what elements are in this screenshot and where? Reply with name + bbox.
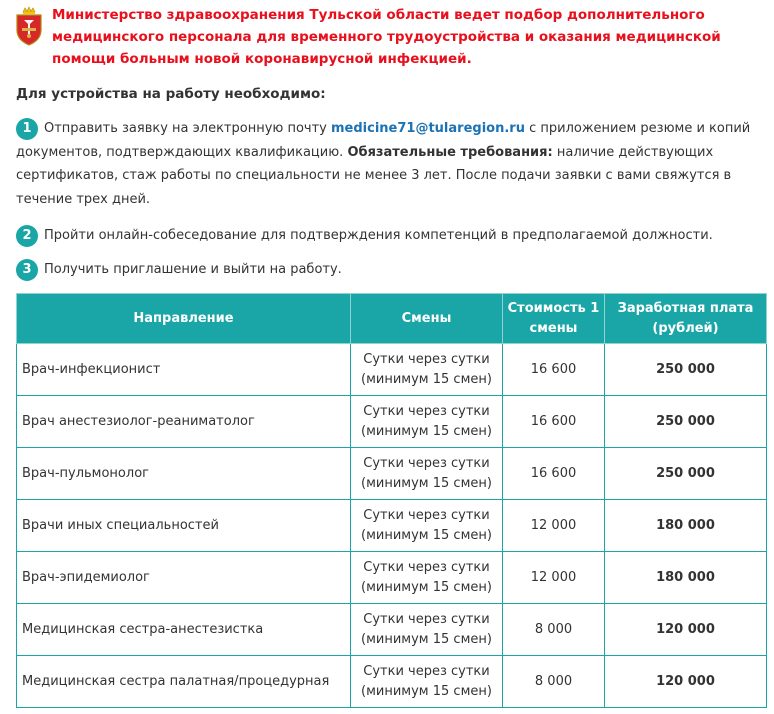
cell-shifts: Сутки через сутки (минимум 15 смен) <box>351 552 503 604</box>
cell-direction: Врачи иных специальностей <box>17 500 351 552</box>
step-number-badge: 3 <box>16 259 38 281</box>
tula-coat-of-arms-icon <box>14 6 44 46</box>
step-3-text: Получить приглашение и выйти на работу. <box>44 262 342 277</box>
cell-salary: 120 000 <box>605 656 767 708</box>
table-row <box>17 448 767 500</box>
cell-direction: Врач-пульмонолог <box>17 448 351 500</box>
step-3 <box>16 258 342 282</box>
cell-shifts: Сутки через сутки (минимум 15 смен) <box>351 656 503 708</box>
cell-shift-cost: 8 000 <box>503 656 605 708</box>
table-row <box>17 552 767 604</box>
cell-shift-cost: 16 600 <box>503 448 605 500</box>
step-number-badge: 1 <box>16 118 38 140</box>
requirements-text: наличие действующих сертификатов, стаж работы по специальности не менее 3 лет. После подачи заявки с вами свяжутся в течение трех дней. <box>16 144 732 207</box>
step-1-text-post: с приложением резюме и копий документов, подтверждающих квалификацию. <box>16 121 751 160</box>
requirements-heading: Для устройства на работу необходимо: <box>16 86 326 102</box>
column-header-direction: Направление <box>17 294 351 344</box>
email-link[interactable]: medicine71@tularegion.ru <box>331 121 525 136</box>
cell-salary: 250 000 <box>605 344 767 396</box>
cell-shift-cost: 12 000 <box>503 552 605 604</box>
step-1 <box>16 117 756 211</box>
cell-shift-cost: 8 000 <box>503 604 605 656</box>
cell-shift-cost: 12 000 <box>503 500 605 552</box>
cell-shifts: Сутки через сутки (минимум 15 смен) <box>351 604 503 656</box>
cell-shift-cost: 16 600 <box>503 396 605 448</box>
step-1-text-pre: Отправить заявку на электронную почту <box>44 121 332 136</box>
table-row <box>17 396 767 448</box>
cell-direction: Врач анестезиолог-реаниматолог <box>17 396 351 448</box>
announcement-header <box>12 4 772 68</box>
cell-shifts: Сутки через сутки (минимум 15 смен) <box>351 396 503 448</box>
step-number-badge: 2 <box>16 225 38 247</box>
column-header-shift-cost: Стоимость 1 смены <box>503 294 605 344</box>
cell-salary: 250 000 <box>605 396 767 448</box>
cell-shift-cost: 16 600 <box>503 344 605 396</box>
cell-salary: 180 000 <box>605 552 767 604</box>
cell-shifts: Сутки через сутки (минимум 15 смен) <box>351 344 503 396</box>
table-row <box>17 656 767 708</box>
column-header-shifts: Смены <box>351 294 503 344</box>
vacancies-table <box>16 293 767 708</box>
column-header-salary: Заработная плата (рублей) <box>605 294 767 344</box>
table-header-row <box>17 294 767 344</box>
table-row <box>17 604 767 656</box>
requirements-label: Обязательные требования: <box>347 144 553 160</box>
cell-shifts: Сутки через сутки (минимум 15 смен) <box>351 500 503 552</box>
cell-direction: Врач-эпидемиолог <box>17 552 351 604</box>
cell-shifts: Сутки через сутки (минимум 15 смен) <box>351 448 503 500</box>
announcement-text: Министерство здравоохранения Тульской области ведет подбор дополнительного медицинского персонала для временного трудоустройства и оказания медицинской помощи больным новой коронавирусной инфекцией. <box>52 7 721 67</box>
table-row <box>17 344 767 396</box>
step-2 <box>16 224 713 248</box>
cell-salary: 180 000 <box>605 500 767 552</box>
cell-salary: 120 000 <box>605 604 767 656</box>
cell-salary: 250 000 <box>605 448 767 500</box>
table-row <box>17 500 767 552</box>
step-2-text: Пройти онлайн-собеседование для подтверждения компетенций в предполагаемой должности. <box>44 228 713 243</box>
cell-direction: Медицинская сестра палатная/процедурная <box>17 656 351 708</box>
cell-direction: Врач-инфекционист <box>17 344 351 396</box>
cell-direction: Медицинская сестра-анестезистка <box>17 604 351 656</box>
